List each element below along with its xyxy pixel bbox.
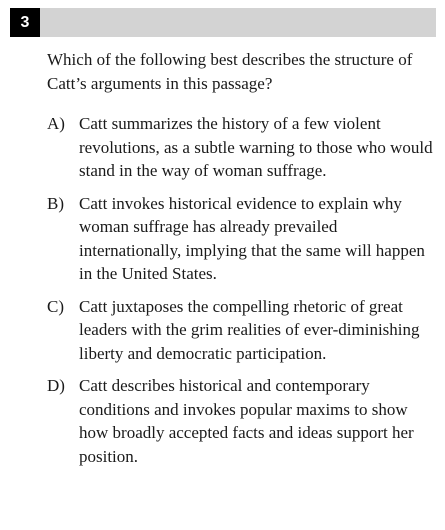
answer-choice-c[interactable] [47, 295, 439, 366]
choice-text: Catt juxtaposes the compelling rhetoric of great leaders with the grim realities of ever-diminishing liberty and democratic participation. [79, 296, 420, 363]
choice-letter: C) [47, 296, 64, 316]
choice-letter: D) [47, 376, 65, 395]
choice-letter: A) [47, 114, 65, 133]
choice-text: Catt describes historical and contemporary conditions and invokes popular maxims to show how broadly accepted facts and ideas support her position. [79, 376, 414, 466]
choice-letter: B) [47, 193, 64, 213]
answer-choice-b[interactable] [47, 192, 439, 286]
question-header-bar [10, 8, 436, 37]
choice-text: Catt invokes historical evidence to explain why woman suffrage has already prevailed internationally, implying that the same will happen in the United States. [79, 193, 425, 283]
answer-choice-d[interactable] [47, 374, 439, 468]
answer-choices-list [47, 112, 439, 477]
answer-choice-a[interactable] [47, 112, 439, 183]
choice-text: Catt summarizes the history of a few violent revolutions, as a subtle warning to those who would stand in the way of woman suffrage. [79, 114, 433, 180]
question-prompt: Which of the following best describes the structure of Catt’s arguments in this passage? [47, 50, 413, 93]
question-number-badge: 3 [10, 8, 40, 37]
